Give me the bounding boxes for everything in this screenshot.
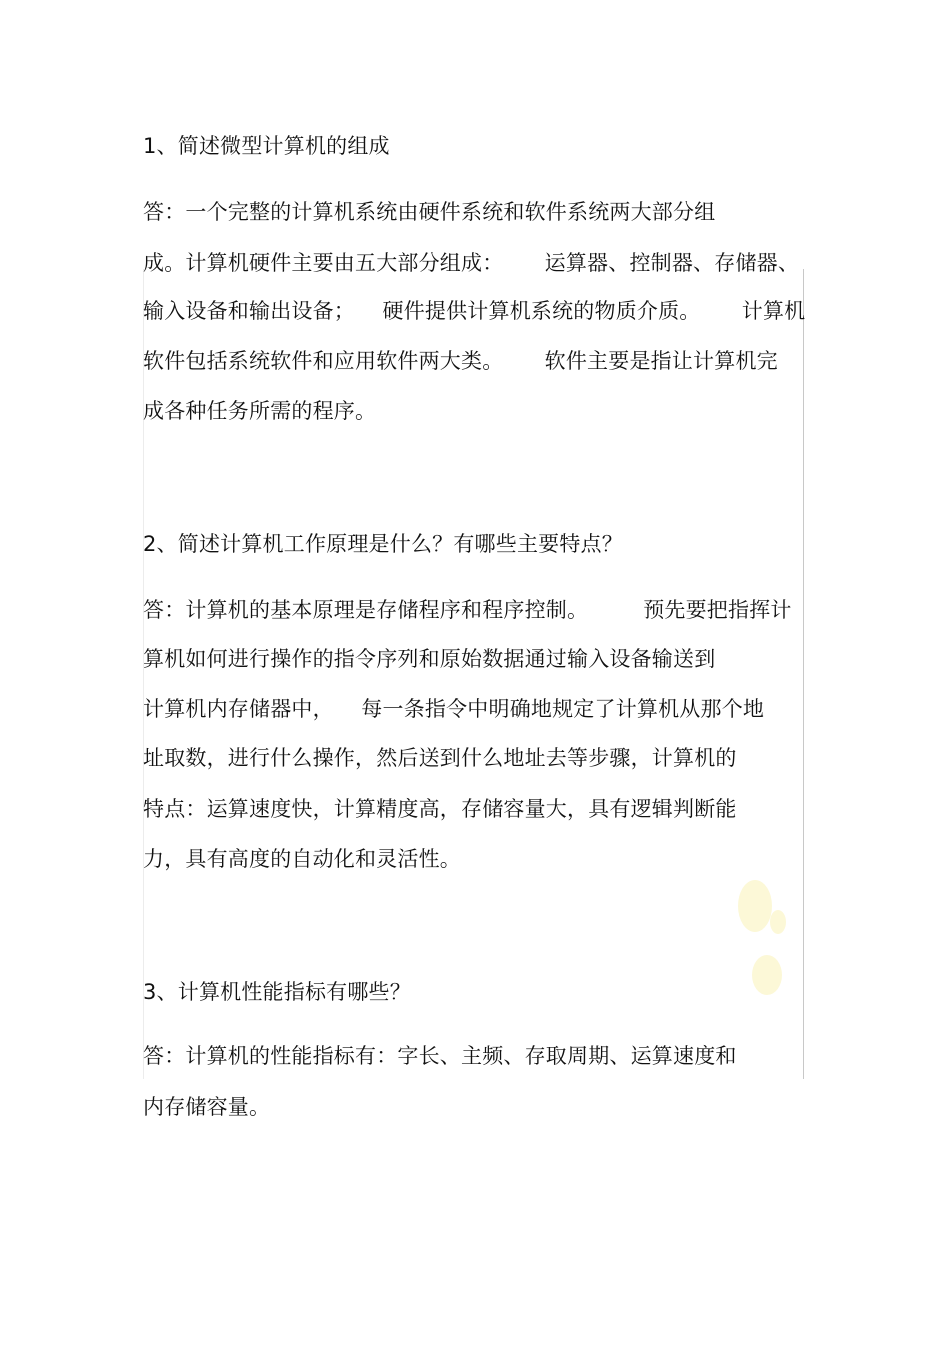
answer-1-line: 成各种任务所需的程序。 xyxy=(143,399,377,423)
answer-2-line: 力，具有高度的自动化和灵活性。 xyxy=(143,847,461,871)
answer-3-line: 内存储容量。 xyxy=(143,1095,271,1119)
paper-stain xyxy=(752,955,782,995)
answer-1-line: 成。计算机硬件主要由五大部分组成： 运算器、控制器、存储器、 xyxy=(143,251,800,275)
answer-2-line: 特点：运算速度快，计算精度高，存储容量大，具有逻辑判断能 xyxy=(143,797,737,821)
question-1-title: 1、简述微型计算机的组成 xyxy=(143,134,390,158)
answer-2-line: 算机如何进行操作的指令序列和原始数据通过输入设备输送到 xyxy=(143,647,716,671)
page-frame xyxy=(143,269,804,1079)
question-2-title: 2、简述计算机工作原理是什么？有哪些主要特点？ xyxy=(143,532,623,556)
answer-3-line: 答：计算机的性能指标有：字长、主频、存取周期、运算速度和 xyxy=(143,1044,737,1068)
answer-1-line: 输入设备和输出设备； 硬件提供计算机系统的物质介质。 计算机 xyxy=(143,299,806,323)
answer-2-line: 计算机内存储器中， 每一条指令中明确地规定了计算机从那个地 xyxy=(143,697,765,721)
answer-1-line: 软件包括系统软件和应用软件两大类。 软件主要是指让计算机完 xyxy=(143,349,778,373)
question-3-title: 3、计算机性能指标有哪些？ xyxy=(143,980,411,1004)
answer-2-line: 址取数，进行什么操作，然后送到什么地址去等步骤，计算机的 xyxy=(143,746,737,770)
answer-2-line: 答：计算机的基本原理是存储程序和程序控制。 预先要把指挥计 xyxy=(143,598,792,622)
answer-1-line: 答：一个完整的计算机系统由硬件系统和软件系统两大部分组 xyxy=(143,200,716,224)
paper-stain xyxy=(770,910,786,934)
paper-stain xyxy=(738,880,772,932)
